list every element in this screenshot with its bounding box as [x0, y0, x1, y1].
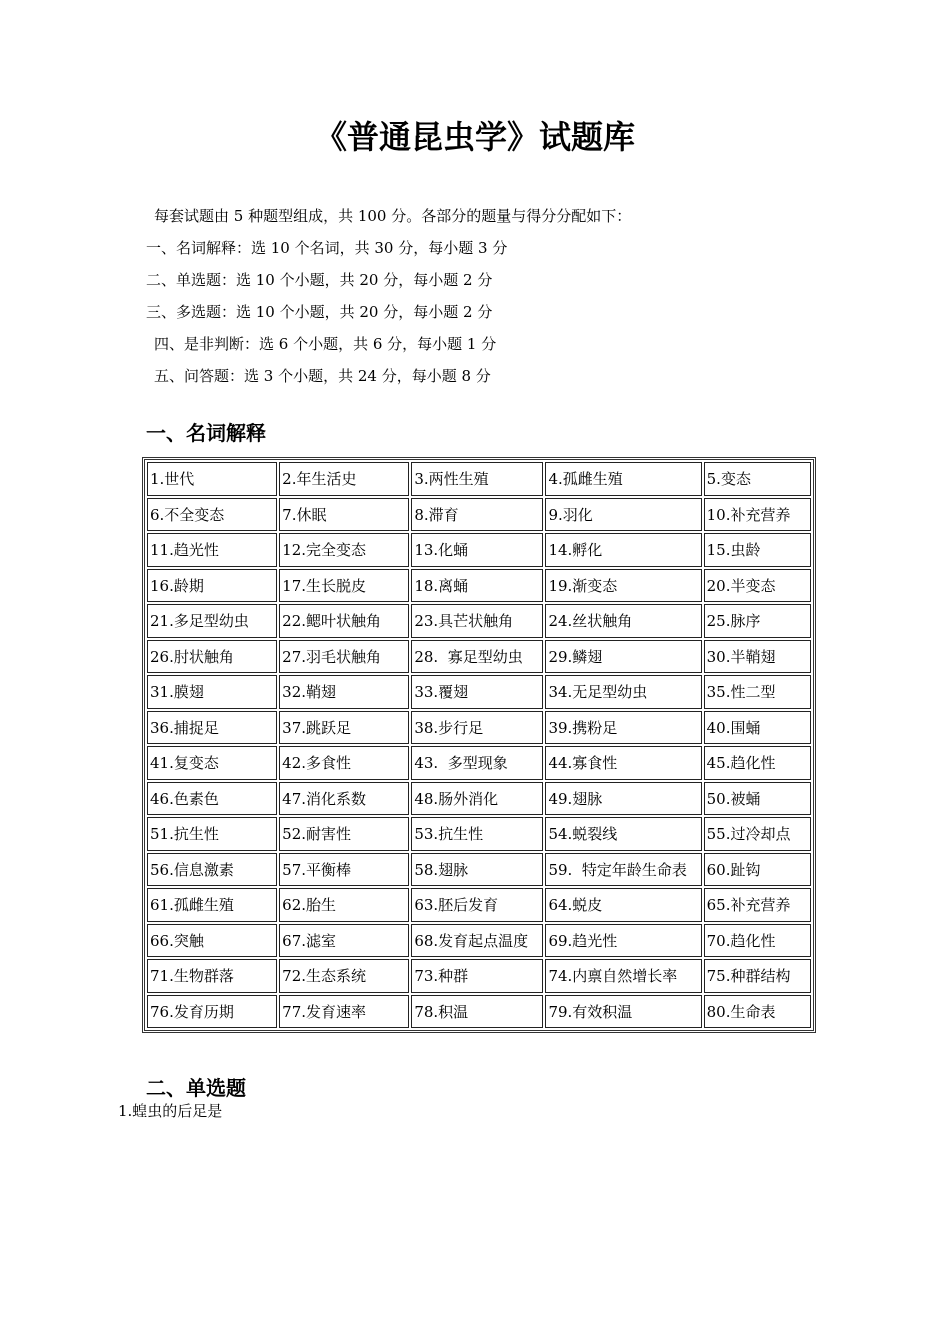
term-cell: 73.种群	[411, 959, 543, 993]
term-cell: 58.翅脉	[411, 853, 543, 887]
term-cell: 78.积温	[411, 995, 543, 1029]
intro-part-1: 一、名词解释：选 10 个名词，共 30 分，每小题 3 分	[146, 239, 508, 257]
table-row	[147, 604, 811, 638]
term-cell: 1.世代	[147, 462, 277, 496]
term-cell: 80.生命表	[704, 995, 811, 1029]
term-cell: 12.完全变态	[279, 533, 409, 567]
term-cell: 79.有效积温	[545, 995, 701, 1029]
table-row	[147, 853, 811, 887]
term-cell: 3.两性生殖	[411, 462, 543, 496]
term-cell: 13.化蛹	[411, 533, 543, 567]
term-cell: 14.孵化	[545, 533, 701, 567]
term-cell: 34.无足型幼虫	[545, 675, 701, 709]
term-cell: 18.离蛹	[411, 569, 543, 603]
table-row	[147, 888, 811, 922]
term-cell: 29.鳞翅	[545, 640, 701, 674]
term-cell: 60.趾钩	[704, 853, 811, 887]
term-cell: 17.生长脱皮	[279, 569, 409, 603]
intro-block	[146, 200, 632, 392]
term-cell: 61.孤雌生殖	[147, 888, 277, 922]
table-row	[147, 533, 811, 567]
term-cell: 16.龄期	[147, 569, 277, 603]
question-1: 1.蝗虫的后足是	[118, 1102, 223, 1120]
term-cell: 66.突触	[147, 924, 277, 958]
term-cell: 27.羽毛状触角	[279, 640, 409, 674]
term-cell: 77.发育速率	[279, 995, 409, 1029]
table-row	[147, 462, 811, 496]
table-row	[147, 640, 811, 674]
term-cell: 51.抗生性	[147, 817, 277, 851]
term-cell: 70.趋化性	[704, 924, 811, 958]
table-row	[147, 782, 811, 816]
term-cell: 69.趋光性	[545, 924, 701, 958]
term-cell: 44.寡食性	[545, 746, 701, 780]
term-cell: 47.消化系数	[279, 782, 409, 816]
terms-table	[142, 457, 816, 1033]
term-cell: 24.丝状触角	[545, 604, 701, 638]
term-cell: 5.变态	[704, 462, 811, 496]
table-row	[147, 924, 811, 958]
term-cell: 54.蜕裂线	[545, 817, 701, 851]
term-cell: 63.胚后发育	[411, 888, 543, 922]
term-cell: 2.年生活史	[279, 462, 409, 496]
term-cell: 68.发育起点温度	[411, 924, 543, 958]
intro-part-2: 二、单选题：选 10 个小题，共 20 分，每小题 2 分	[146, 271, 493, 289]
term-cell: 41.复变态	[147, 746, 277, 780]
term-cell: 36.捕捉足	[147, 711, 277, 745]
term-cell: 19.渐变态	[545, 569, 701, 603]
table-row	[147, 569, 811, 603]
term-cell: 9.羽化	[545, 498, 701, 532]
term-cell: 52.耐害性	[279, 817, 409, 851]
term-cell: 21.多足型幼虫	[147, 604, 277, 638]
term-cell: 49.翅脉	[545, 782, 701, 816]
term-cell: 53.抗生性	[411, 817, 543, 851]
section-heading-single-choice: 二、单选题	[146, 1076, 246, 1100]
term-cell: 46.色素色	[147, 782, 277, 816]
term-cell: 40.围蛹	[704, 711, 811, 745]
table-row	[147, 995, 811, 1029]
term-cell: 71.生物群落	[147, 959, 277, 993]
term-cell: 62.胎生	[279, 888, 409, 922]
term-cell: 26.肘状触角	[147, 640, 277, 674]
term-cell: 30.半鞘翅	[704, 640, 811, 674]
intro-part-4: 四、是非判断：选 6 个小题，共 6 分，每小题 1 分	[154, 335, 497, 353]
term-cell: 25.脉序	[704, 604, 811, 638]
table-row	[147, 675, 811, 709]
document-title: 《普通昆虫学》试题库	[314, 118, 635, 156]
term-cell: 33.覆翅	[411, 675, 543, 709]
term-cell: 15.虫龄	[704, 533, 811, 567]
term-cell: 6.不全变态	[147, 498, 277, 532]
term-cell: 11.趋光性	[147, 533, 277, 567]
term-cell: 4.孤雌生殖	[545, 462, 701, 496]
term-cell: 8.滞育	[411, 498, 543, 532]
term-cell: 43. 多型现象	[411, 746, 543, 780]
term-cell: 74.内禀自然增长率	[545, 959, 701, 993]
term-cell: 28. 寡足型幼虫	[411, 640, 543, 674]
term-cell: 50.被蛹	[704, 782, 811, 816]
term-cell: 23.具芒状触角	[411, 604, 543, 638]
term-cell: 56.信息激素	[147, 853, 277, 887]
term-cell: 37.跳跃足	[279, 711, 409, 745]
term-cell: 64.蜕皮	[545, 888, 701, 922]
table-row	[147, 746, 811, 780]
table-row	[147, 498, 811, 532]
intro-part-3: 三、多选题：选 10 个小题，共 20 分，每小题 2 分	[146, 303, 493, 321]
intro-part-5: 五、问答题：选 3 个小题，共 24 分，每小题 8 分	[154, 367, 491, 385]
term-cell: 31.膜翅	[147, 675, 277, 709]
term-cell: 65.补充营养	[704, 888, 811, 922]
term-cell: 39.携粉足	[545, 711, 701, 745]
intro-summary: 每套试题由 5 种题型组成，共 100 分。各部分的题量与得分分配如下：	[154, 207, 632, 225]
term-cell: 42.多食性	[279, 746, 409, 780]
term-cell: 38.步行足	[411, 711, 543, 745]
term-cell: 75.种群结构	[704, 959, 811, 993]
term-cell: 22.鳃叶状触角	[279, 604, 409, 638]
term-cell: 59. 特定年龄生命表	[545, 853, 701, 887]
term-cell: 48.肠外消化	[411, 782, 543, 816]
table-row	[147, 711, 811, 745]
term-cell: 32.鞘翅	[279, 675, 409, 709]
term-cell: 67.滤室	[279, 924, 409, 958]
term-cell: 10.补充营养	[704, 498, 811, 532]
section-heading-terms: 一、名词解释	[146, 421, 266, 445]
term-cell: 72.生态系统	[279, 959, 409, 993]
term-cell: 55.过冷却点	[704, 817, 811, 851]
term-cell: 57.平衡棒	[279, 853, 409, 887]
term-cell: 20.半变态	[704, 569, 811, 603]
table-row	[147, 817, 811, 851]
term-cell: 45.趋化性	[704, 746, 811, 780]
term-cell: 35.性二型	[704, 675, 811, 709]
table-row	[147, 959, 811, 993]
term-cell: 7.休眠	[279, 498, 409, 532]
term-cell: 76.发育历期	[147, 995, 277, 1029]
